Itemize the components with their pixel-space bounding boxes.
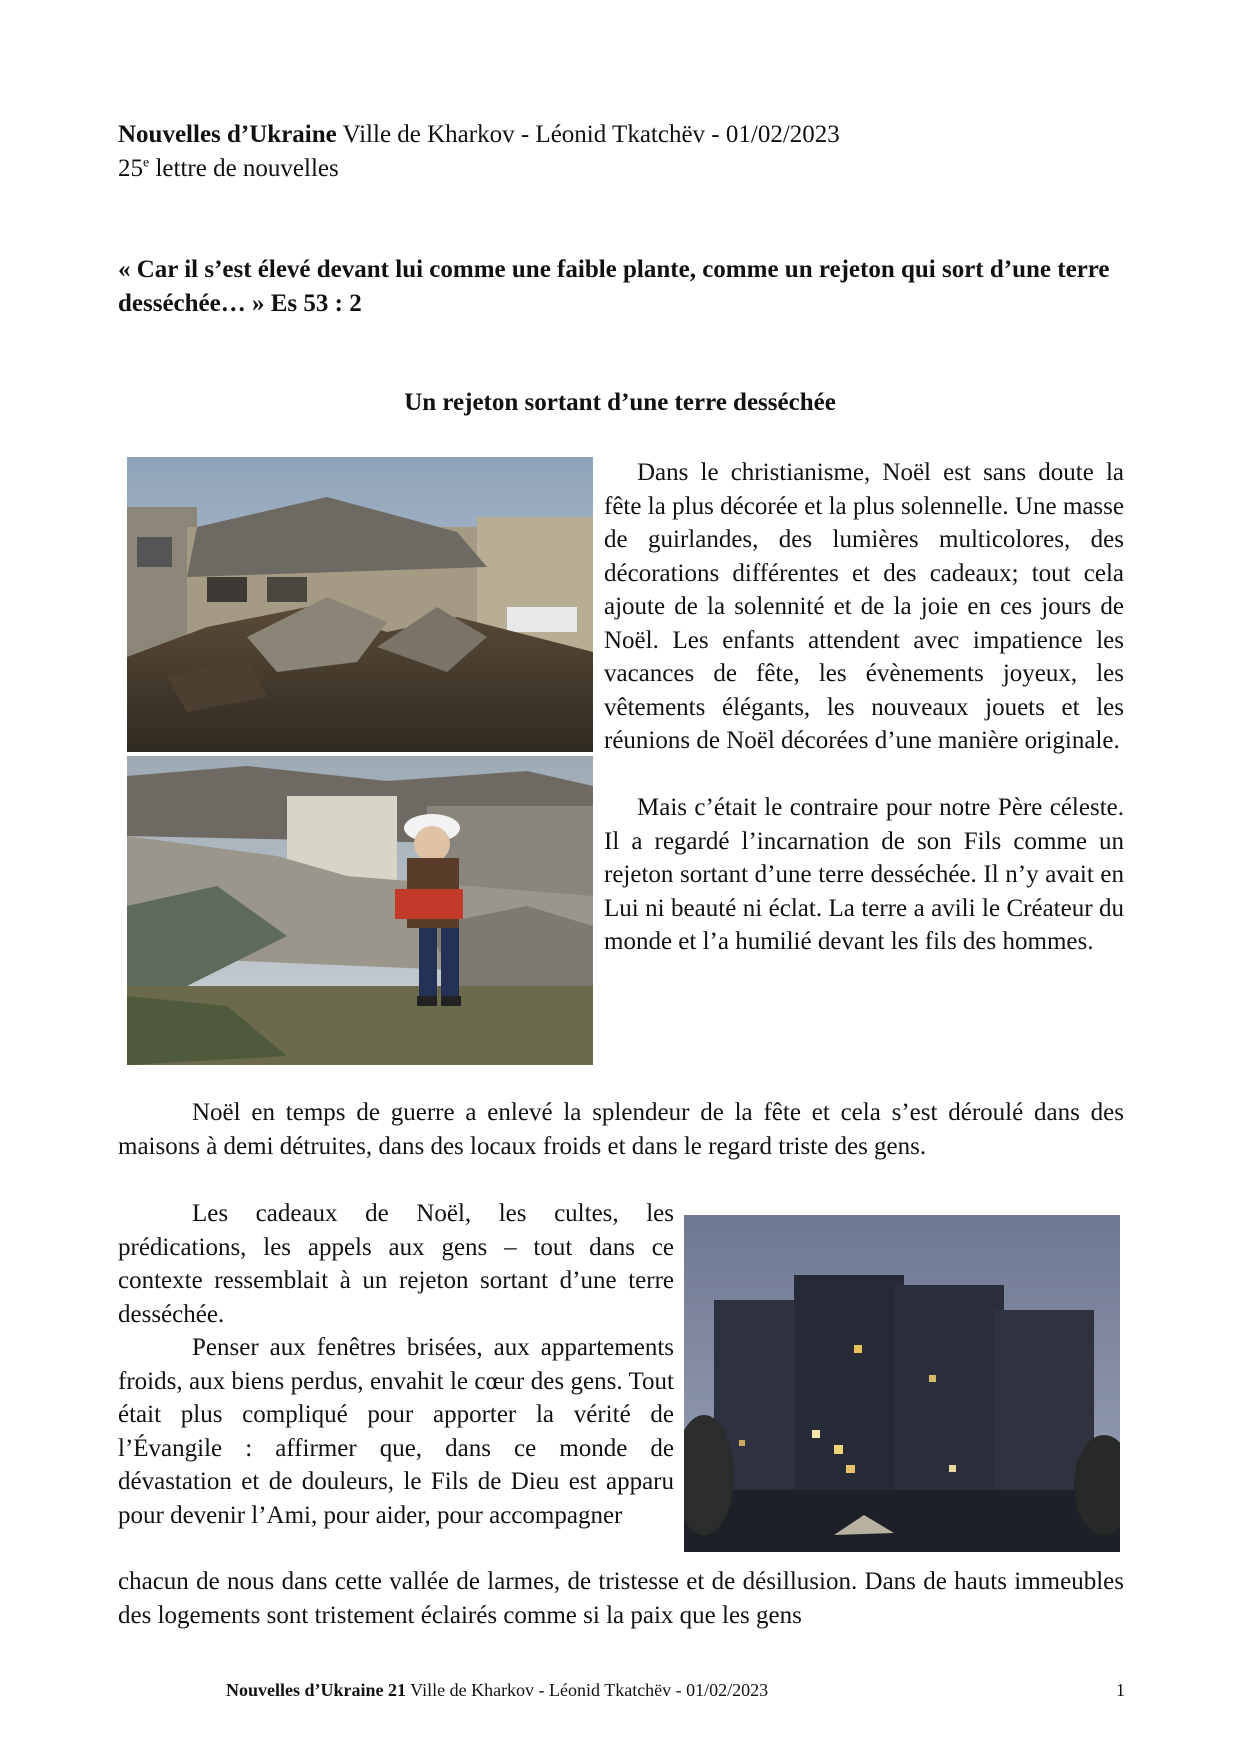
header-line-1	[118, 118, 840, 152]
paragraph: chacun de nous dans cette vallée de larmes, de tristesse et de désillusion. Dans de hauts immeubles des logements sont tristement éclairés comme si la paix que les gens	[118, 1568, 1124, 1629]
bible-quote: « Car il s’est élevé devant lui comme une faible plante, comme un rejeton qui sort d’une terre desséchée… » Es 53 : 2	[118, 256, 1110, 317]
page-number: 1	[1116, 1680, 1125, 1700]
destroyed-building-photo	[127, 457, 593, 752]
paragraph-gap	[604, 758, 1124, 792]
header-location-author-date: Ville de Kharkov - Léonid Tkatchëv - 01/02/2023	[336, 121, 840, 148]
header	[118, 118, 840, 186]
paragraph: Mais c’était le contraire pour notre Père céleste. Il a regardé l’incarnation de son Fils comme un rejeton sortant d’une terre desséchée. Il n’y avait en Lui ni beauté ni éclat. La terre a avili le Créateur du monde et l’a humilié devant les fils des hommes.	[604, 794, 1124, 955]
paragraph: Noël en temps de guerre a enlevé la splendeur de la fête et cela s’est déroulé dans des maisons à demi détruites, dans des locaux froids et dans le regard triste des gens.	[118, 1099, 1124, 1160]
header-brand: Nouvelles d’Ukraine	[118, 121, 337, 148]
child-with-gift-photo	[127, 756, 593, 1065]
issue-number: 25	[118, 155, 143, 182]
issue-superscript: e	[143, 155, 150, 171]
column-left	[118, 1197, 674, 1532]
paragraph: Penser aux fenêtres brisées, aux appartements froids, aux biens perdus, envahit le cœur des gens. Tout était plus compliqué pour apporter la vérité de l’Évangile : affirmer que, dans ce monde de dévastation et de douleurs, le Fils de Dieu est apparu pour devenir l’Ami, pour aider, pour accompagner	[118, 1334, 674, 1529]
header-line-2	[118, 152, 840, 186]
paragraph: Dans le christianisme, Noël est sans doute la fête la plus décorée et la plus solennelle. Une masse de guirlandes, des lumières multicolores, des décorations différentes et des cadeaux; tout cela ajoute de la solennité et de la joie en ces jours de Noël. Les enfants attendent avec impatience les vacances de fête, les évènements joyeux, les vêtements élégants, les nouveaux jouets et les réunions de Noël décorées d’une manière originale.	[604, 459, 1124, 754]
footer	[226, 1678, 768, 1702]
footer-location-author-date: Ville de Kharkov - Léonid Tkatchëv - 01/02/2023	[406, 1680, 769, 1700]
paragraph-continuation	[118, 1565, 1124, 1632]
issue-label: lettre de nouvelles	[149, 155, 339, 182]
footer-brand: Nouvelles d’Ukraine 21	[226, 1680, 406, 1700]
paragraph-war-christmas	[118, 1096, 1124, 1163]
column-right	[604, 456, 1124, 959]
paragraph: Les cadeaux de Noël, les cultes, les prédications, les appels aux gens – tout dans ce contexte ressemblait à un rejeton sortant d’une terre desséchée.	[118, 1200, 674, 1328]
apartment-building-night-photo	[684, 1215, 1120, 1552]
article-title: Un rejeton sortant d’une terre desséchée	[404, 389, 836, 416]
